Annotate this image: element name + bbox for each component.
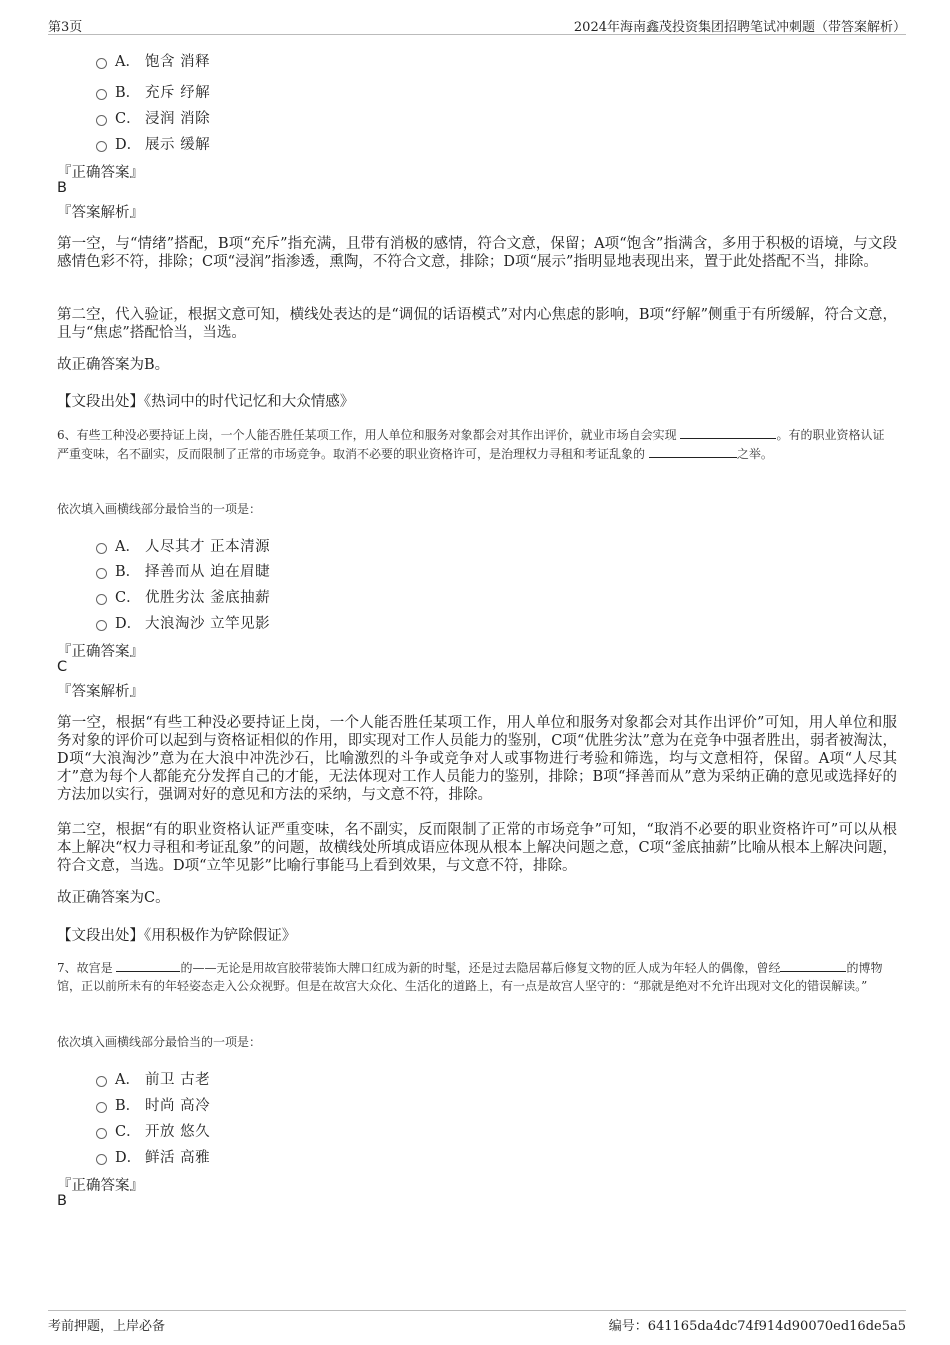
q5-conclusion: 故正确答案为B。 — [57, 357, 170, 373]
radio-icon[interactable] — [96, 620, 107, 631]
radio-icon[interactable] — [96, 1128, 107, 1139]
page-footer — [48, 1310, 906, 1335]
q6-source: 【文段出处】《用积极作为铲除假证》 — [57, 928, 297, 944]
radio-icon[interactable] — [96, 543, 107, 554]
page-header — [48, 14, 906, 35]
radio-icon[interactable] — [96, 1076, 107, 1087]
q7-instruction: 依次填入画横线部分最恰当的一项是： — [57, 1035, 262, 1049]
q6-analysis-label: 『答案解析』 — [57, 684, 144, 700]
q6-answer: C — [57, 659, 68, 675]
q6-option-a[interactable]: A． 人尽其才 正本清源 — [96, 535, 270, 555]
q6-instruction: 依次填入画横线部分最恰当的一项是： — [57, 502, 262, 516]
q5-analysis-paragraph: 第二空，代入验证，根据文意可知，横线处表达的是“调侃的话语模式”对内心焦虑的影响，B项“纾解”侧重于有所缓解，符合文意，且与“焦虑”搭配恰当，当选。 — [57, 307, 897, 341]
radio-icon[interactable] — [96, 115, 107, 126]
q6-analysis-paragraph: 第一空，根据“有些工种没必要持证上岗，一个人能否胜任某项工作，用人单位和服务对象都会对其作出评价”可知，用人单位和服务对象的评价可以起到与资格证相似的作用，即实现对工作人员能力的鉴别，C项“优胜劣汰”意为在竞争中强者胜出，弱者被淘汰，D项“大浪淘沙”意为在大浪中冲洗沙石，比喻激烈的斗争或竞争对人或事物进行考验和筛选，均与文意相符，保留。A项“人尽其才”意为每个人都能充分发挥自己的才能，无法体现对工作人员能力的鉴别，排除；B项“择善而从”意为采纳正确的意见或选择好的方法加以实行，强调对好的意见和方法的采纳，与文意不符，排除。 — [57, 715, 897, 803]
footer-slogan: 考前押题，上岸必备 — [48, 1319, 166, 1334]
radio-icon[interactable] — [96, 568, 107, 579]
q5-analysis-label: 『答案解析』 — [57, 205, 144, 221]
radio-icon[interactable] — [96, 58, 107, 69]
q6-question: 6、有些工种没必要持证上岗，一个人能否胜任某项工作，用人单位和服务对象都会对其作出评价，就业市场自会实现 。有的职业资格认证严重变味，名不副实，反而限制了正常的市场竞争。取消不必要的职业资格许可，是治理权力寻租和考证乱象的 之举。 — [57, 425, 887, 463]
q5-analysis-paragraph: 第一空，与“情绪”搭配，B项“充斥”指充满，且带有消极的感情，符合文意，保留；A项“饱含”指满含，多用于积极的语境，与文段感情色彩不符，排除；C项“浸润”指渗透，熏陶，不符合文意，排除；D项“展示”指明显地表现出来，置于此处搭配不当，排除。 — [57, 236, 897, 270]
radio-icon[interactable] — [96, 141, 107, 152]
blank-line — [116, 958, 180, 972]
blank-line — [780, 958, 846, 972]
q6-conclusion: 故正确答案为C。 — [57, 890, 170, 906]
q5-option-a[interactable]: A． 饱含 消释 — [96, 50, 210, 70]
blank-line — [680, 425, 776, 439]
radio-icon[interactable] — [96, 1102, 107, 1113]
q5-answer: B — [57, 180, 67, 196]
q7-option-a[interactable]: A． 前卫 古老 — [96, 1068, 210, 1088]
q7-question: 7、故宫是 的——无论是用故宫胶带装饰大牌口红成为新的时髦，还是过去隐居幕后修复文物的匠人成为年轻人的偶像，曾经 的博物馆，正以前所未有的年轻姿态走入公众视野。但是在故宫大众化、生活化的道路上，有一点是故宫人坚守的：“那就是绝对不允许出现对文化的错误解读。” — [57, 958, 887, 995]
q6-option-b[interactable]: B． 择善而从 迫在眉睫 — [96, 560, 270, 580]
q6-option-c[interactable]: C． 优胜劣汰 釜底抽薪 — [96, 586, 270, 606]
q7-option-d[interactable]: D． 鲜活 高雅 — [96, 1146, 210, 1166]
q5-option-b[interactable]: B． 充斥 纾解 — [96, 81, 210, 101]
q7-answer-label: 『正确答案』 — [57, 1178, 144, 1194]
q5-option-c[interactable]: C． 浸润 消除 — [96, 107, 210, 127]
q7-answer: B — [57, 1193, 67, 1209]
blank-line — [649, 444, 737, 458]
document-title: 2024年海南鑫茂投资集团招聘笔试冲刺题（带答案解析） — [573, 20, 906, 35]
q7-option-c[interactable]: C． 开放 悠久 — [96, 1120, 210, 1140]
q5-answer-label: 『正确答案』 — [57, 165, 144, 181]
q6-option-d[interactable]: D． 大浪淘沙 立竿见影 — [96, 612, 270, 632]
q7-option-b[interactable]: B． 时尚 高冷 — [96, 1094, 210, 1114]
q5-source: 【文段出处】《热词中的时代记忆和大众情感》 — [57, 394, 355, 410]
page-number: 第3页 — [48, 20, 83, 35]
document-id: 编号：641165da4dc74f914d90070ed16de5a5 — [608, 1319, 906, 1334]
q6-answer-label: 『正确答案』 — [57, 644, 144, 660]
radio-icon[interactable] — [96, 594, 107, 605]
q6-analysis-paragraph: 第二空，根据“有的职业资格认证严重变味，名不副实，反而限制了正常的市场竞争”可知，“取消不必要的职业资格许可”可以从根本上解决“权力寻租和考证乱象”的问题，故横线处所填成语应体现从根本上解决问题之意，C项“釜底抽薪”比喻从根本上解决问题，符合文意，当选。D项“立竿见影”比喻行事能马上看到效果，与文意不符，排除。 — [57, 822, 897, 874]
q5-option-d[interactable]: D． 展示 缓解 — [96, 133, 210, 153]
radio-icon[interactable] — [96, 89, 107, 100]
radio-icon[interactable] — [96, 1154, 107, 1165]
